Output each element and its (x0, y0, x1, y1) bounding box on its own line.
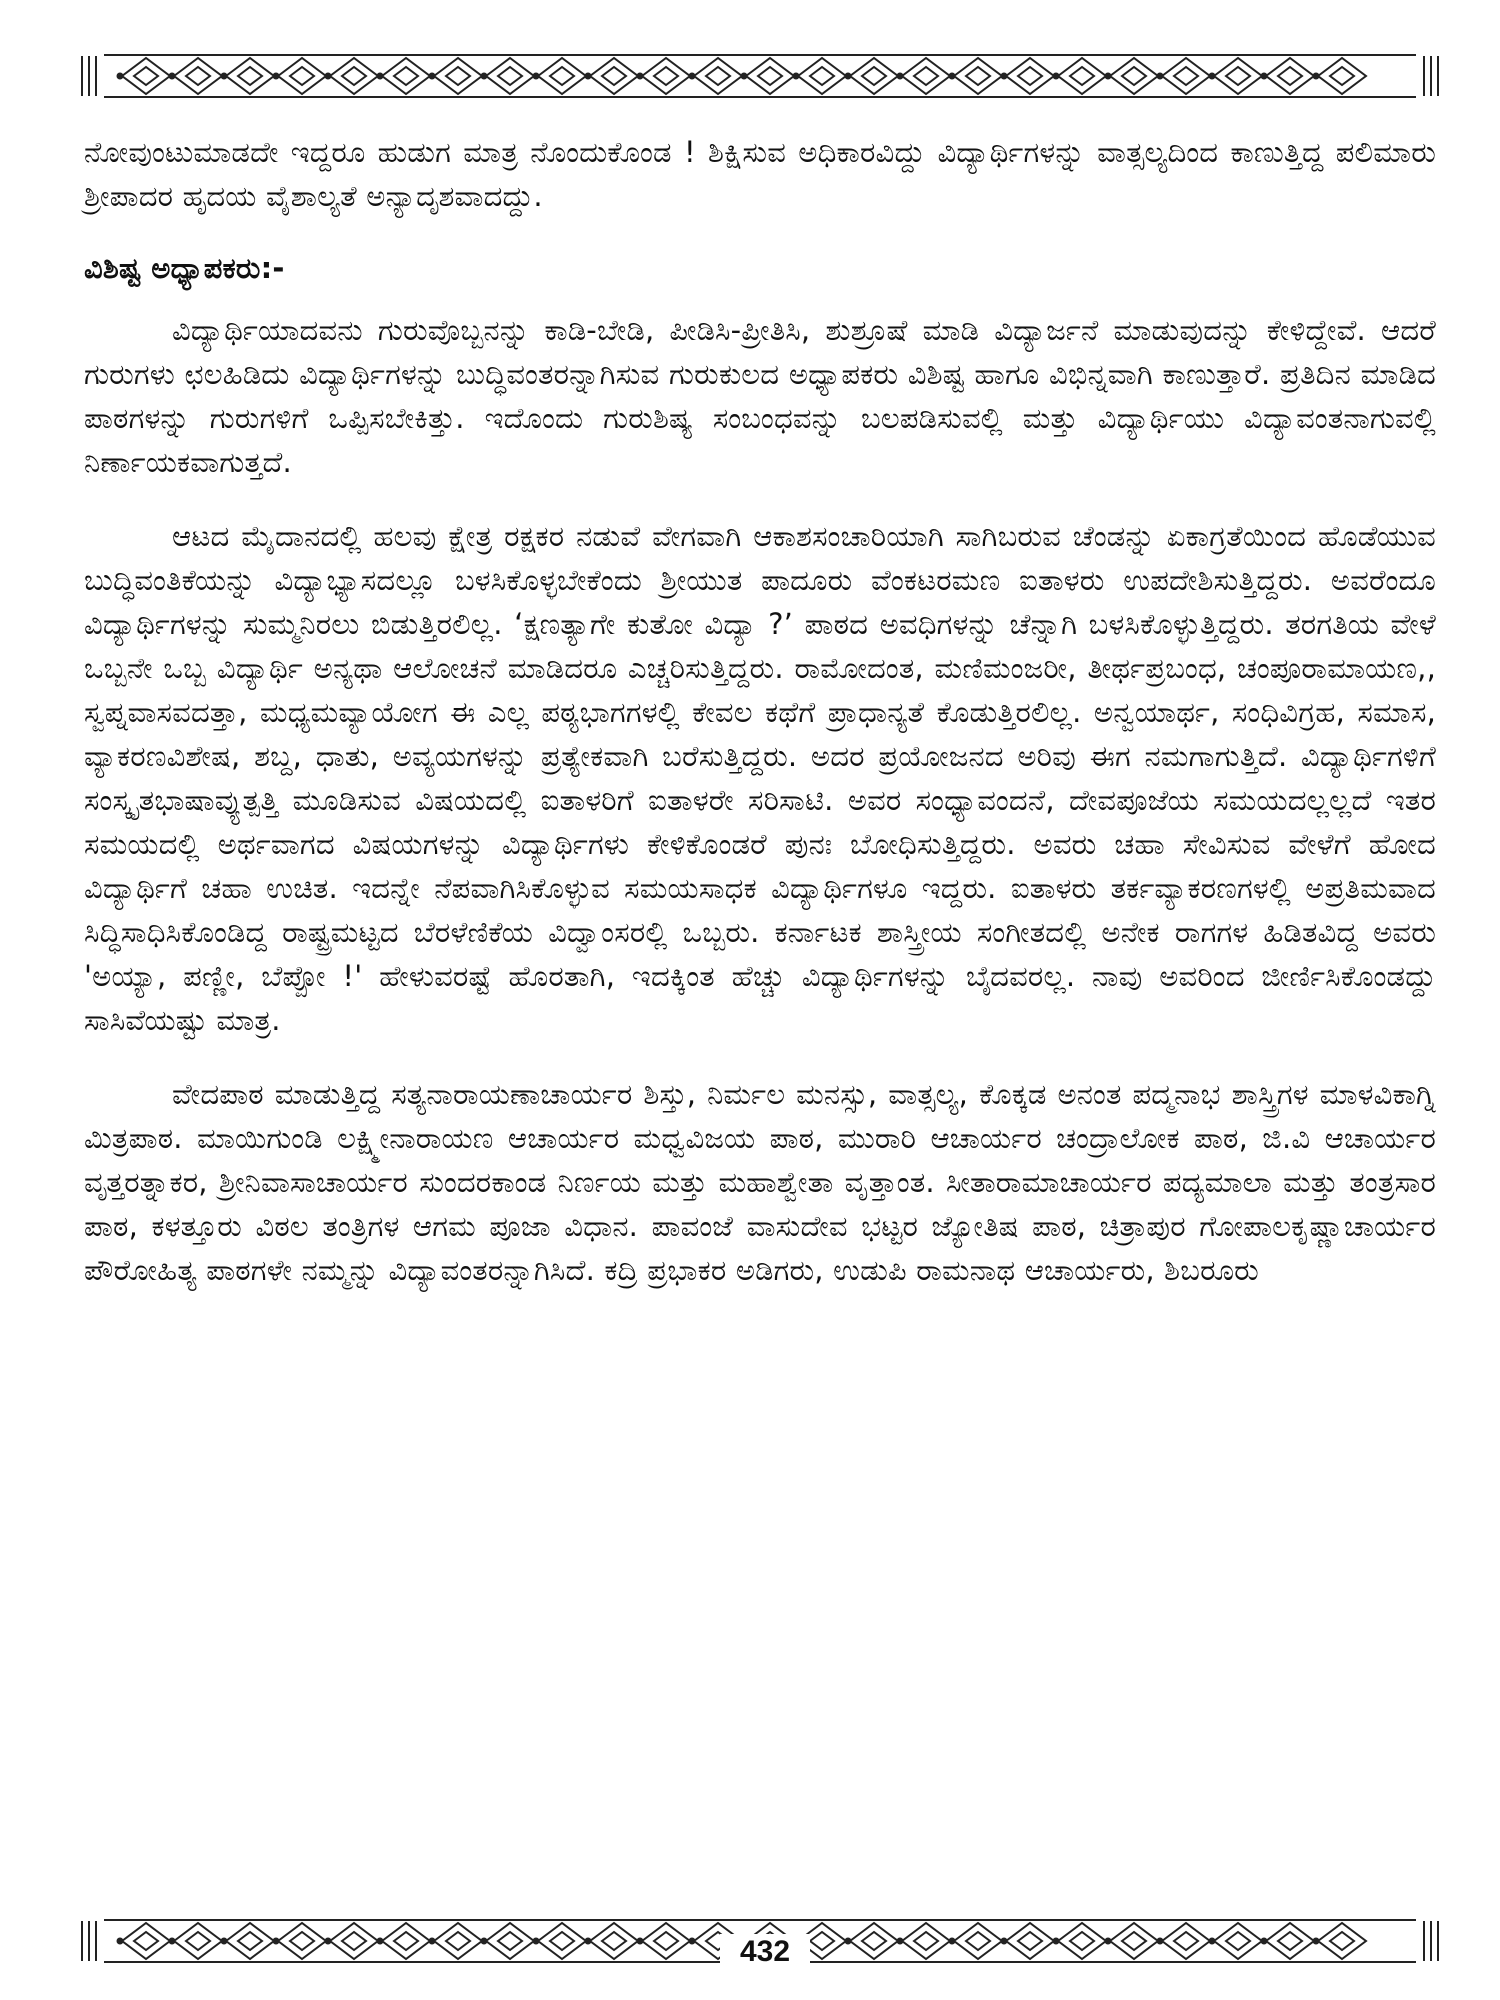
top-border-pattern (80, 50, 1440, 102)
paragraph-1: ನೋವುಂಟುಮಾಡದೇ ಇದ್ದರೂ ಹುಡುಗ ಮಾತ್ರ ನೊಂದುಕೊಂಡ ! ಶಿಕ್ಷಿಸುವ ಅಧಿಕಾರವಿದ್ದು ವಿದ್ಯಾರ್ಥಿಗಳನ್ನು ವಾತ್ಸಲ್ಯದಿಂದ ಕಾಣುತ್ತಿದ್ದ ಪಲಿಮಾರು ಶ್ರೀಪಾದರ ಹೃದಯ ವೈಶಾಲ್ಯತೆ ಅನ್ಯಾದೃಶವಾದದ್ದು. (84, 135, 1436, 213)
paragraph-2: ವಿದ್ಯಾರ್ಥಿಯಾದವನು ಗುರುವೊಬ್ಬನನ್ನು ಕಾಡಿ-ಬೇಡಿ, ಪೀಡಿಸಿ-ಪ್ರೀತಿಸಿ, ಶುಶ್ರೂಷೆ ಮಾಡಿ ವಿದ್ಯಾರ್ಜನೆ ಮಾಡುವುದನ್ನು ಕೇಳಿದ್ದೇವೆ. ಆದರೆ ಗುರುಗಳು ಛಲಹಿಡಿದು ವಿದ್ಯಾರ್ಥಿಗಳನ್ನು ಬುದ್ಧಿವಂತರನ್ನಾಗಿಸುವ ಗುರುಕುಲದ ಅಧ್ಯಾಪಕರು ವಿಶಿಷ್ಟ ಹಾಗೂ ವಿಭಿನ್ನವಾಗಿ ಕಾಣುತ್ತಾರೆ. ಪ್ರತಿದಿನ ಮಾಡಿದ ಪಾಠಗಳನ್ನು ಗುರುಗಳಿಗೆ ಒಪ್ಪಿಸಬೇಕಿತ್ತು. ಇದೊಂದು ಗುರುಶಿಷ್ಯ ಸಂಬಂಧವನ್ನು ಬಲಪಡಿಸುವಲ್ಲಿ ಮತ್ತು ವಿದ್ಯಾರ್ಥಿಯು ವಿದ್ಯಾವಂತನಾಗುವಲ್ಲಿ ನಿರ್ಣಾಯಕವಾಗುತ್ತದೆ. (84, 313, 1436, 479)
top-decorative-border (80, 50, 1440, 102)
section-heading: ವಿಶಿಷ್ಟ ಅಧ್ಯಾಪಕರು:- (84, 251, 285, 285)
page-number: 432 (720, 1934, 810, 1970)
paragraph-3: ಆಟದ ಮೈದಾನದಲ್ಲಿ ಹಲವು ಕ್ಷೇತ್ರ ರಕ್ಷಕರ ನಡುವೆ ವೇಗವಾಗಿ ಆಕಾಶಸಂಚಾರಿಯಾಗಿ ಸಾಗಿಬರುವ ಚೆಂಡನ್ನು ಏಕಾಗ್ರತೆಯಿಂದ ಹೊಡೆಯುವ ಬುದ್ಧಿವಂತಿಕೆಯನ್ನು ವಿದ್ಯಾಭ್ಯಾಸದಲ್ಲೂ ಬಳಸಿಕೊಳ್ಳಬೇಕೆಂದು ಶ್ರೀಯುತ ಪಾದೂರು ವೆಂಕಟರಮಣ ಐತಾಳರು ಉಪದೇಶಿಸುತ್ತಿದ್ದರು. ಅವರೆಂದೂ ವಿದ್ಯಾರ್ಥಿಗಳನ್ನು ಸುಮ್ಮನಿರಲು ಬಿಡುತ್ತಿರಲಿಲ್ಲ. ‘ಕ್ಷಣತ್ಯಾಗೇ ಕುತೋ ವಿದ್ಯಾ ?’ ಪಾಠದ ಅವಧಿಗಳನ್ನು ಚೆನ್ನಾಗಿ ಬಳಸಿಕೊಳ್ಳುತ್ತಿದ್ದರು. ತರಗತಿಯ ವೇಳೆ ಒಬ್ಬನೇ ಒಬ್ಬ ವಿದ್ಯಾರ್ಥಿ ಅನ್ಯಥಾ ಆಲೋಚನೆ ಮಾಡಿದರೂ ಎಚ್ಚರಿಸುತ್ತಿದ್ದರು. ರಾಮೋದಂತ, ಮಣಿಮಂಜರೀ, ತೀರ್ಥಪ್ರಬಂಧ, ಚಂಪೂರಾಮಾಯಣ,, ಸ್ವಪ್ನವಾಸವದತ್ತಾ, ಮಧ್ಯಮವ್ಯಾಯೋಗ ಈ ಎಲ್ಲ ಪಠ್ಯಭಾಗಗಳಲ್ಲಿ ಕೇವಲ ಕಥೆಗೆ ಪ್ರಾಧಾನ್ಯತೆ ಕೊಡುತ್ತಿರಲಿಲ್ಲ. ಅನ್ವಯಾರ್ಥ, ಸಂಧಿವಿಗ್ರಹ, ಸಮಾಸ, ವ್ಯಾಕರಣವಿಶೇಷ, ಶಬ್ದ, ಧಾತು, ಅವ್ಯಯಗಳನ್ನು ಪ್ರತ್ಯೇಕವಾಗಿ ಬರೆಸುತ್ತಿದ್ದರು. ಅದರ ಪ್ರಯೋಜನದ ಅರಿವು ಈಗ ನಮಗಾಗುತ್ತಿದೆ. ವಿದ್ಯಾರ್ಥಿಗಳಿಗೆ ಸಂಸ್ಕೃತಭಾಷಾವ್ಯುತ್ಪತ್ತಿ ಮೂಡಿಸುವ ವಿಷಯದಲ್ಲಿ ಐತಾಳರಿಗೆ ಐತಾಳರೇ ಸರಿಸಾಟಿ. ಅವರ ಸಂಧ್ಯಾವಂದನೆ, ದೇವಪೂಜೆಯ ಸಮಯದಲ್ಲಲ್ಲದೆ ಇತರ ಸಮಯದಲ್ಲಿ ಅರ್ಥವಾಗದ ವಿಷಯಗಳನ್ನು ವಿದ್ಯಾರ್ಥಿಗಳು ಕೇಳಿಕೊಂಡರೆ ಪುನಃ ಬೋಧಿಸುತ್ತಿದ್ದರು. ಅವರು ಚಹಾ ಸೇವಿಸುವ ವೇಳೆಗೆ ಹೋದ ವಿದ್ಯಾರ್ಥಿಗೆ ಚಹಾ ಉಚಿತ. ಇದನ್ನೇ ನೆಪವಾಗಿಸಿಕೊಳ್ಳುವ ಸಮಯಸಾಧಕ ವಿದ್ಯಾರ್ಥಿಗಳೂ ಇದ್ದರು. ಐತಾಳರು ತರ್ಕವ್ಯಾಕರಣಗಳಲ್ಲಿ ಅಪ್ರತಿಮವಾದ ಸಿದ್ಧಿಸಾಧಿಸಿಕೊಂಡಿದ್ದ ರಾಷ್ಟ್ರಮಟ್ಟದ ಬೆರಳೆಣಿಕೆಯ ವಿದ್ವಾಂಸರಲ್ಲಿ ಒಬ್ಬರು. ಕರ್ನಾಟಕ ಶಾಸ್ತ್ರೀಯ ಸಂಗೀತದಲ್ಲಿ ಅನೇಕ ರಾಗಗಳ ಹಿಡಿತವಿದ್ದ ಅವರು 'ಅಯ್ಯಾ, ಪಣ್ಣೀ, ಬೆಪ್ಪೋ !' ಹೇಳುವರಷ್ಟೆ ಹೊರತಾಗಿ, ಇದಕ್ಕಿಂತ ಹೆಚ್ಚು ವಿದ್ಯಾರ್ಥಿಗಳನ್ನು ಬೈದವರಲ್ಲ. ನಾವು ಅವರಿಂದ ಜೀರ್ಣಿಸಿಕೊಂಡದ್ದು ಸಾಸಿವೆಯಷ್ಟು ಮಾತ್ರ. (84, 519, 1436, 1037)
paragraph-4: ವೇದಪಾಠ ಮಾಡುತ್ತಿದ್ದ ಸತ್ಯನಾರಾಯಣಾಚಾರ್ಯರ ಶಿಸ್ತು, ನಿರ್ಮಲ ಮನಸ್ಸು, ವಾತ್ಸಲ್ಯ, ಕೊಕ್ಕಡ ಅನಂತ ಪದ್ಮನಾಭ ಶಾಸ್ತ್ರಿಗಳ ಮಾಳವಿಕಾಗ್ನಿ ಮಿತ್ರಪಾಠ. ಮಾಯಿಗುಂಡಿ ಲಕ್ಷ್ಮೀನಾರಾಯಣ ಆಚಾರ್ಯರ ಮಧ್ವವಿಜಯ ಪಾಠ, ಮುರಾರಿ ಆಚಾರ್ಯರ ಚಂದ್ರಾಲೋಕ ಪಾಠ, ಜಿ.ವಿ ಆಚಾರ್ಯರ ವೃತ್ತರತ್ನಾಕರ, ಶ್ರೀನಿವಾಸಾಚಾರ್ಯರ ಸುಂದರಕಾಂಡ ನಿರ್ಣಯ ಮತ್ತು ಮಹಾಶ್ವೇತಾ ವೃತ್ತಾಂತ. ಸೀತಾರಾಮಾಚಾರ್ಯರ ಪದ್ಯಮಾಲಾ ಮತ್ತು ತಂತ್ರಸಾರ ಪಾಠ, ಕಳತ್ತೂರು ವಿಠಲ ತಂತ್ರಿಗಳ ಆಗಮ ಪೂಜಾ ವಿಧಾನ. ಪಾವಂಜೆ ವಾಸುದೇವ ಭಟ್ಟರ ಜ್ಯೋತಿಷ ಪಾಠ, ಚಿತ್ರಾಪುರ ಗೋಪಾಲಕೃಷ್ಣಾಚಾರ್ಯರ ಪೌರೋಹಿತ್ಯ ಪಾಠಗಳೇ ನಮ್ಮನ್ನು ವಿದ್ಯಾವಂತರನ್ನಾಗಿಸಿದೆ. ಕದ್ರಿ ಪ್ರಭಾಕರ ಅಡಿಗರು, ಉಡುಪಿ ರಾಮನಾಥ ಆಚಾರ್ಯರು, ಶಿಬರೂರು (84, 1077, 1436, 1287)
text-body (84, 130, 1436, 1322)
